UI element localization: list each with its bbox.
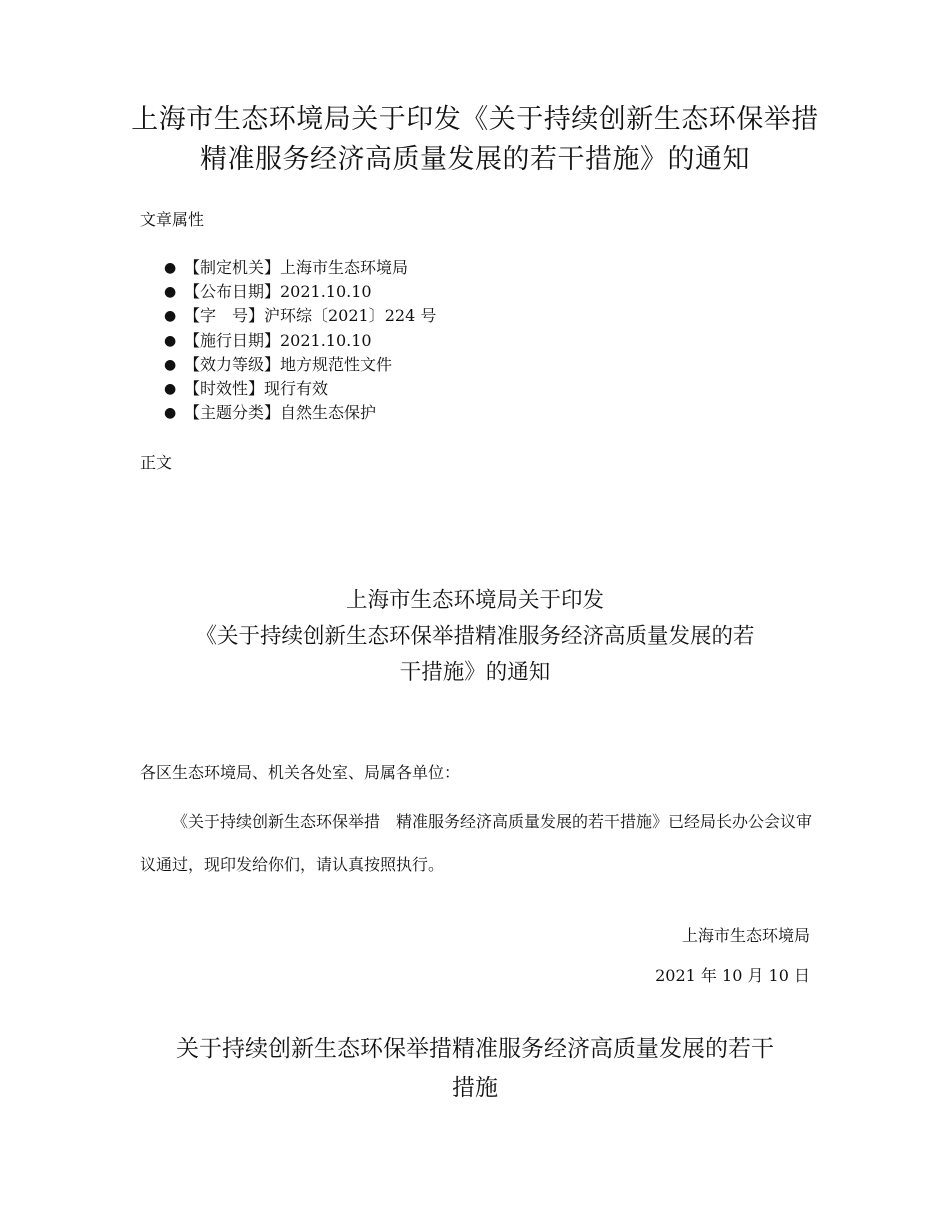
- attribute-text: 【公布日期】2021.10.10: [184, 282, 372, 302]
- attribute-item: [160, 304, 436, 328]
- bullet-icon: ●: [164, 308, 177, 325]
- measures-title: [140, 1030, 810, 1108]
- bullet-icon: ●: [164, 260, 177, 276]
- issue-date: 2021 年 10 月 10 日: [655, 966, 810, 985]
- attribute-item: [160, 377, 436, 401]
- measures-title-line: 关于持续创新生态环保举措精准服务经济高质量发展的若干: [176, 1036, 774, 1062]
- attribute-text: 【施行日期】2021.10.10: [184, 330, 372, 350]
- attributes-heading: 文章属性: [140, 210, 205, 229]
- attributes-list: [160, 256, 436, 425]
- attribute-item: [160, 329, 436, 353]
- issuer-signature: 上海市生态环境局: [681, 926, 810, 945]
- notice-title: [140, 583, 810, 691]
- page-title: 上海市生态环境局关于印发《关于持续创新生态环保举措精准服务经济高质量发展的若干措施》的通知: [131, 104, 819, 175]
- attribute-text: 【主题分类】自然生态保护: [184, 403, 377, 423]
- attribute-item: [160, 256, 436, 280]
- notice-title-line: 上海市生态环境局关于印发: [345, 588, 604, 613]
- bullet-icon: ●: [164, 284, 177, 301]
- bullet-icon: ●: [164, 405, 177, 422]
- bullet-icon: ●: [164, 356, 177, 373]
- attribute-text: 【效力等级】地方规范性文件: [184, 354, 393, 374]
- notice-title-line: 《关于持续创新生态环保举措精准服务经济高质量发展的若: [195, 624, 755, 649]
- attribute-item: [160, 353, 436, 377]
- attribute-text: 【时效性】现行有效: [184, 378, 329, 398]
- bullet-icon: ●: [164, 332, 177, 349]
- attribute-item: [160, 401, 436, 425]
- attribute-text: 【制定机关】上海市生态环境局: [184, 258, 409, 277]
- notice-title-line: 干措施》的通知: [399, 660, 551, 685]
- body-heading: 正文: [140, 453, 173, 472]
- attribute-item: [160, 280, 436, 304]
- measures-title-line: 措施: [452, 1075, 498, 1101]
- attribute-text: 【字 号】沪环综〔2021〕224 号: [184, 306, 437, 326]
- bullet-icon: ●: [164, 380, 177, 397]
- notice-body: 《关于持续创新生态环保举措 精准服务经济高质量发展的若干措施》已经局长办公会议审议通过，现印发给你们，请认真按照执行。: [140, 812, 813, 874]
- salutation: 各区生态环境局、机关各处室、局属各单位：: [140, 763, 461, 782]
